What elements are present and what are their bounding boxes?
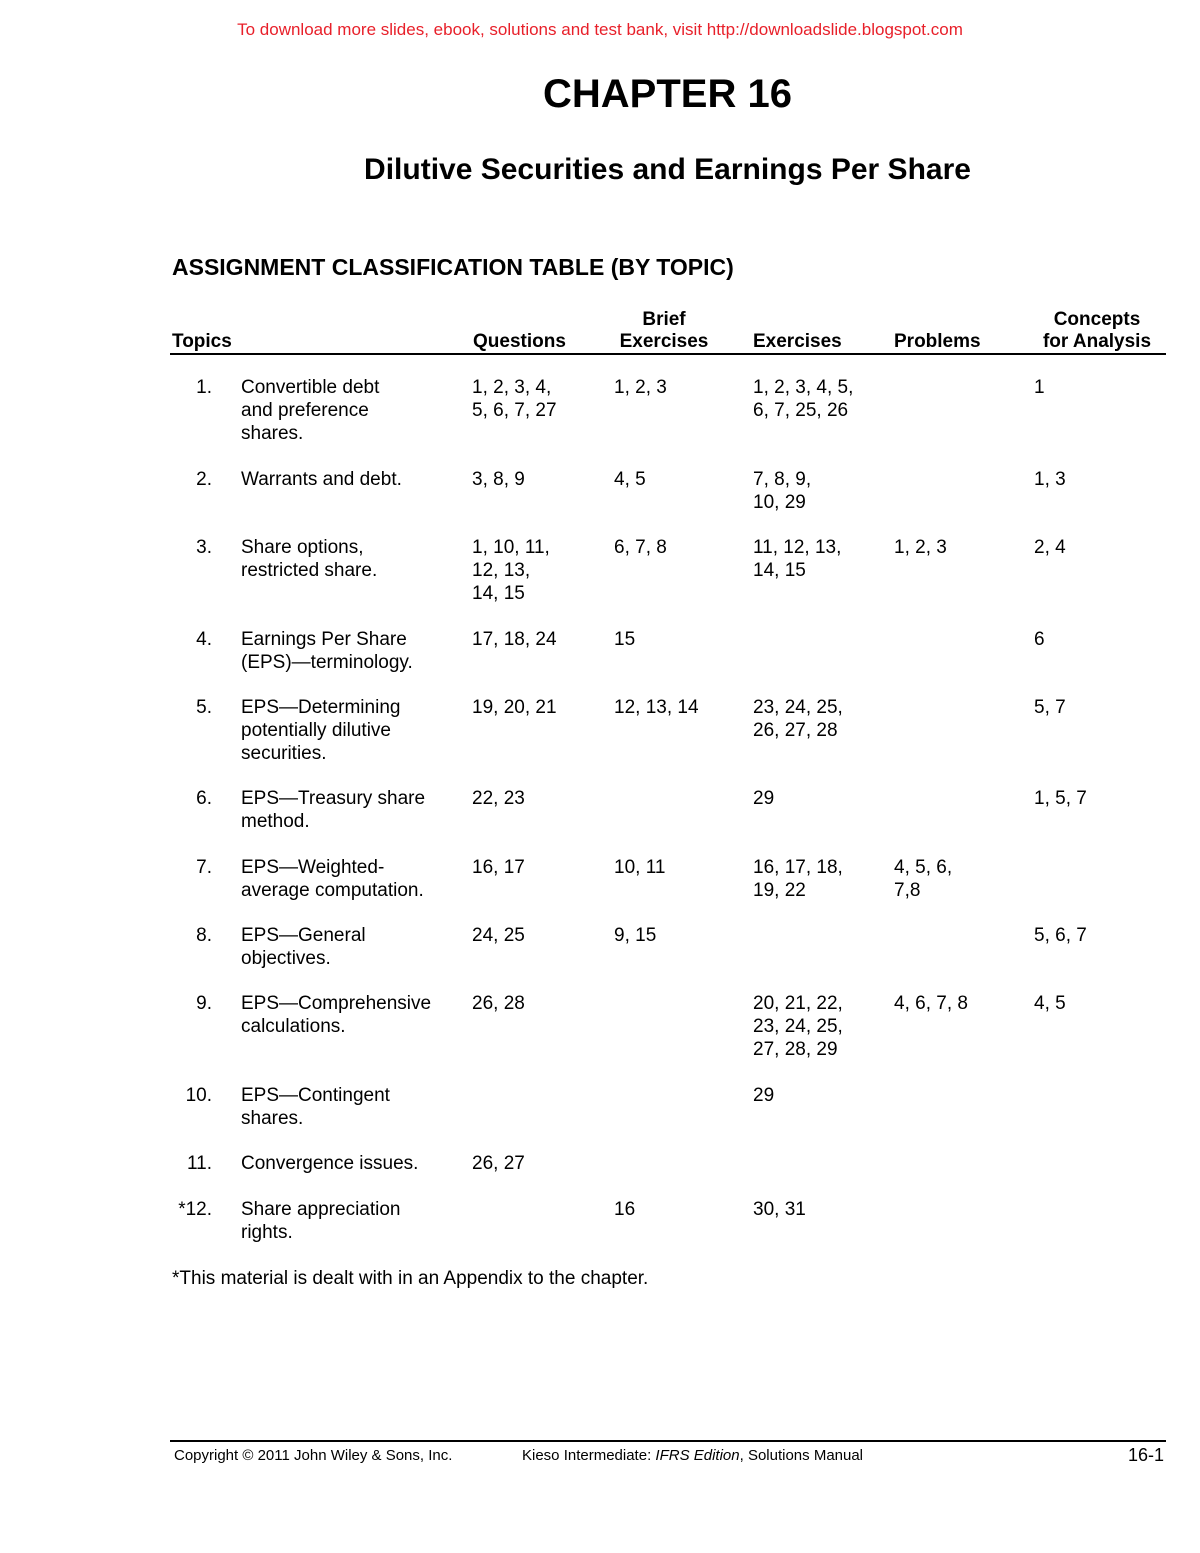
row-exercises: 16, 17, 18, 19, 22	[753, 857, 843, 901]
row-number: 8.	[196, 925, 212, 946]
row-questions: 26, 27	[472, 1153, 525, 1174]
header-brief-exercises-line2: Exercises	[619, 331, 709, 352]
row-exercises: 7, 8, 9, 10, 29	[753, 469, 812, 513]
row-questions: 26, 28	[472, 993, 525, 1014]
chapter-subtitle: Dilutive Securities and Earnings Per Share	[364, 153, 971, 186]
row-questions: 22, 23	[472, 788, 525, 809]
row-number: 4.	[196, 629, 212, 650]
row-topic: Convergence issues.	[241, 1153, 419, 1174]
page-number: 16-1	[1127, 1445, 1164, 1465]
footer-divider	[170, 1440, 1166, 1442]
row-number: 5.	[196, 697, 212, 718]
row-concepts: 4, 5	[1034, 993, 1066, 1014]
row-exercises: 30, 31	[753, 1199, 806, 1220]
header-concepts	[1032, 309, 1162, 353]
row-questions: 1, 2, 3, 4, 5, 6, 7, 27	[472, 377, 557, 421]
header-topics: Topics	[172, 331, 232, 352]
row-topic: EPS—General objectives.	[241, 925, 366, 969]
row-questions: 19, 20, 21	[472, 697, 557, 718]
header-brief-exercises-line1: Brief	[642, 309, 686, 330]
row-number: 7.	[196, 857, 212, 878]
row-brief-exercises: 4, 5	[614, 469, 646, 490]
row-questions: 16, 17	[472, 857, 525, 878]
row-questions: 24, 25	[472, 925, 525, 946]
row-number: 6.	[196, 788, 212, 809]
row-exercises: 11, 12, 13, 14, 15	[753, 537, 842, 581]
row-questions: 3, 8, 9	[472, 469, 525, 490]
row-concepts: 5, 7	[1034, 697, 1066, 718]
row-concepts: 5, 6, 7	[1034, 925, 1087, 946]
row-exercises: 29	[753, 1085, 775, 1106]
row-problems: 4, 6, 7, 8	[894, 993, 968, 1014]
chapter-title: CHAPTER 16	[543, 72, 792, 116]
row-brief-exercises: 6, 7, 8	[614, 537, 667, 558]
footer-copyright: Copyright © 2011 John Wiley & Sons, Inc.	[174, 1447, 453, 1464]
header-problems: Problems	[894, 331, 981, 352]
row-brief-exercises: 1, 2, 3	[614, 377, 667, 398]
row-problems: 4, 5, 6, 7,8	[894, 857, 953, 901]
row-number: 9.	[196, 993, 212, 1014]
download-banner: To download more slides, ebook, solutions and test bank, visit http://downloadslide.blogspot.com	[237, 20, 963, 39]
footer-manual-suffix: , Solutions Manual	[739, 1447, 864, 1464]
header-questions: Questions	[473, 331, 566, 352]
footnote: *This material is dealt with in an Appendix to the chapter.	[172, 1268, 649, 1289]
footer-manual-title	[522, 1447, 863, 1464]
table-header	[170, 308, 1166, 355]
row-concepts: 1, 5, 7	[1034, 788, 1087, 809]
row-topic: EPS—Weighted- average computation.	[241, 857, 424, 901]
row-brief-exercises: 10, 11	[614, 857, 666, 878]
row-topic: Share appreciation rights.	[241, 1199, 401, 1243]
row-topic: EPS—Comprehensive calculations.	[241, 993, 432, 1037]
row-brief-exercises: 15	[614, 629, 636, 650]
footer-manual-edition: IFRS Edition	[655, 1447, 740, 1464]
row-exercises: 23, 24, 25, 26, 27, 28	[753, 697, 843, 741]
header-concepts-line2: for Analysis	[1042, 331, 1152, 352]
row-concepts: 6	[1034, 629, 1045, 650]
row-exercises: 20, 21, 22, 23, 24, 25, 27, 28, 29	[753, 993, 843, 1060]
section-title: ASSIGNMENT CLASSIFICATION TABLE (BY TOPIC)	[172, 254, 734, 280]
header-concepts-line1: Concepts	[1053, 309, 1141, 330]
row-number: 10.	[185, 1085, 212, 1106]
row-number: 1.	[196, 377, 212, 398]
header-exercises: Exercises	[753, 331, 842, 352]
row-number: 2.	[196, 469, 212, 490]
row-topic: Warrants and debt.	[241, 469, 402, 490]
row-topic: EPS—Determining potentially dilutive securities.	[241, 697, 401, 764]
row-number: 3.	[196, 537, 212, 558]
row-number: *12.	[178, 1199, 212, 1220]
row-topic: Convertible debt and preference shares.	[241, 377, 380, 444]
row-topic: EPS—Treasury share method.	[241, 788, 426, 832]
row-topic: Earnings Per Share (EPS)—terminology.	[241, 629, 413, 673]
row-exercises: 1, 2, 3, 4, 5, 6, 7, 25, 26	[753, 377, 854, 421]
row-brief-exercises: 16	[614, 1199, 636, 1220]
header-brief-exercises	[614, 309, 714, 353]
row-topic: EPS—Contingent shares.	[241, 1085, 390, 1129]
row-questions: 1, 10, 11, 12, 13, 14, 15	[472, 537, 550, 604]
row-questions: 17, 18, 24	[472, 629, 557, 650]
footer-manual-prefix: Kieso Intermediate:	[522, 1447, 656, 1464]
row-brief-exercises: 12, 13, 14	[614, 697, 699, 718]
row-concepts: 2, 4	[1034, 537, 1066, 558]
row-concepts: 1, 3	[1034, 469, 1066, 490]
row-brief-exercises: 9, 15	[614, 925, 657, 946]
row-exercises: 29	[753, 788, 775, 809]
row-concepts: 1	[1034, 377, 1045, 398]
row-number: 11.	[186, 1153, 212, 1174]
row-problems: 1, 2, 3	[894, 537, 947, 558]
row-topic: Share options, restricted share.	[241, 537, 378, 581]
